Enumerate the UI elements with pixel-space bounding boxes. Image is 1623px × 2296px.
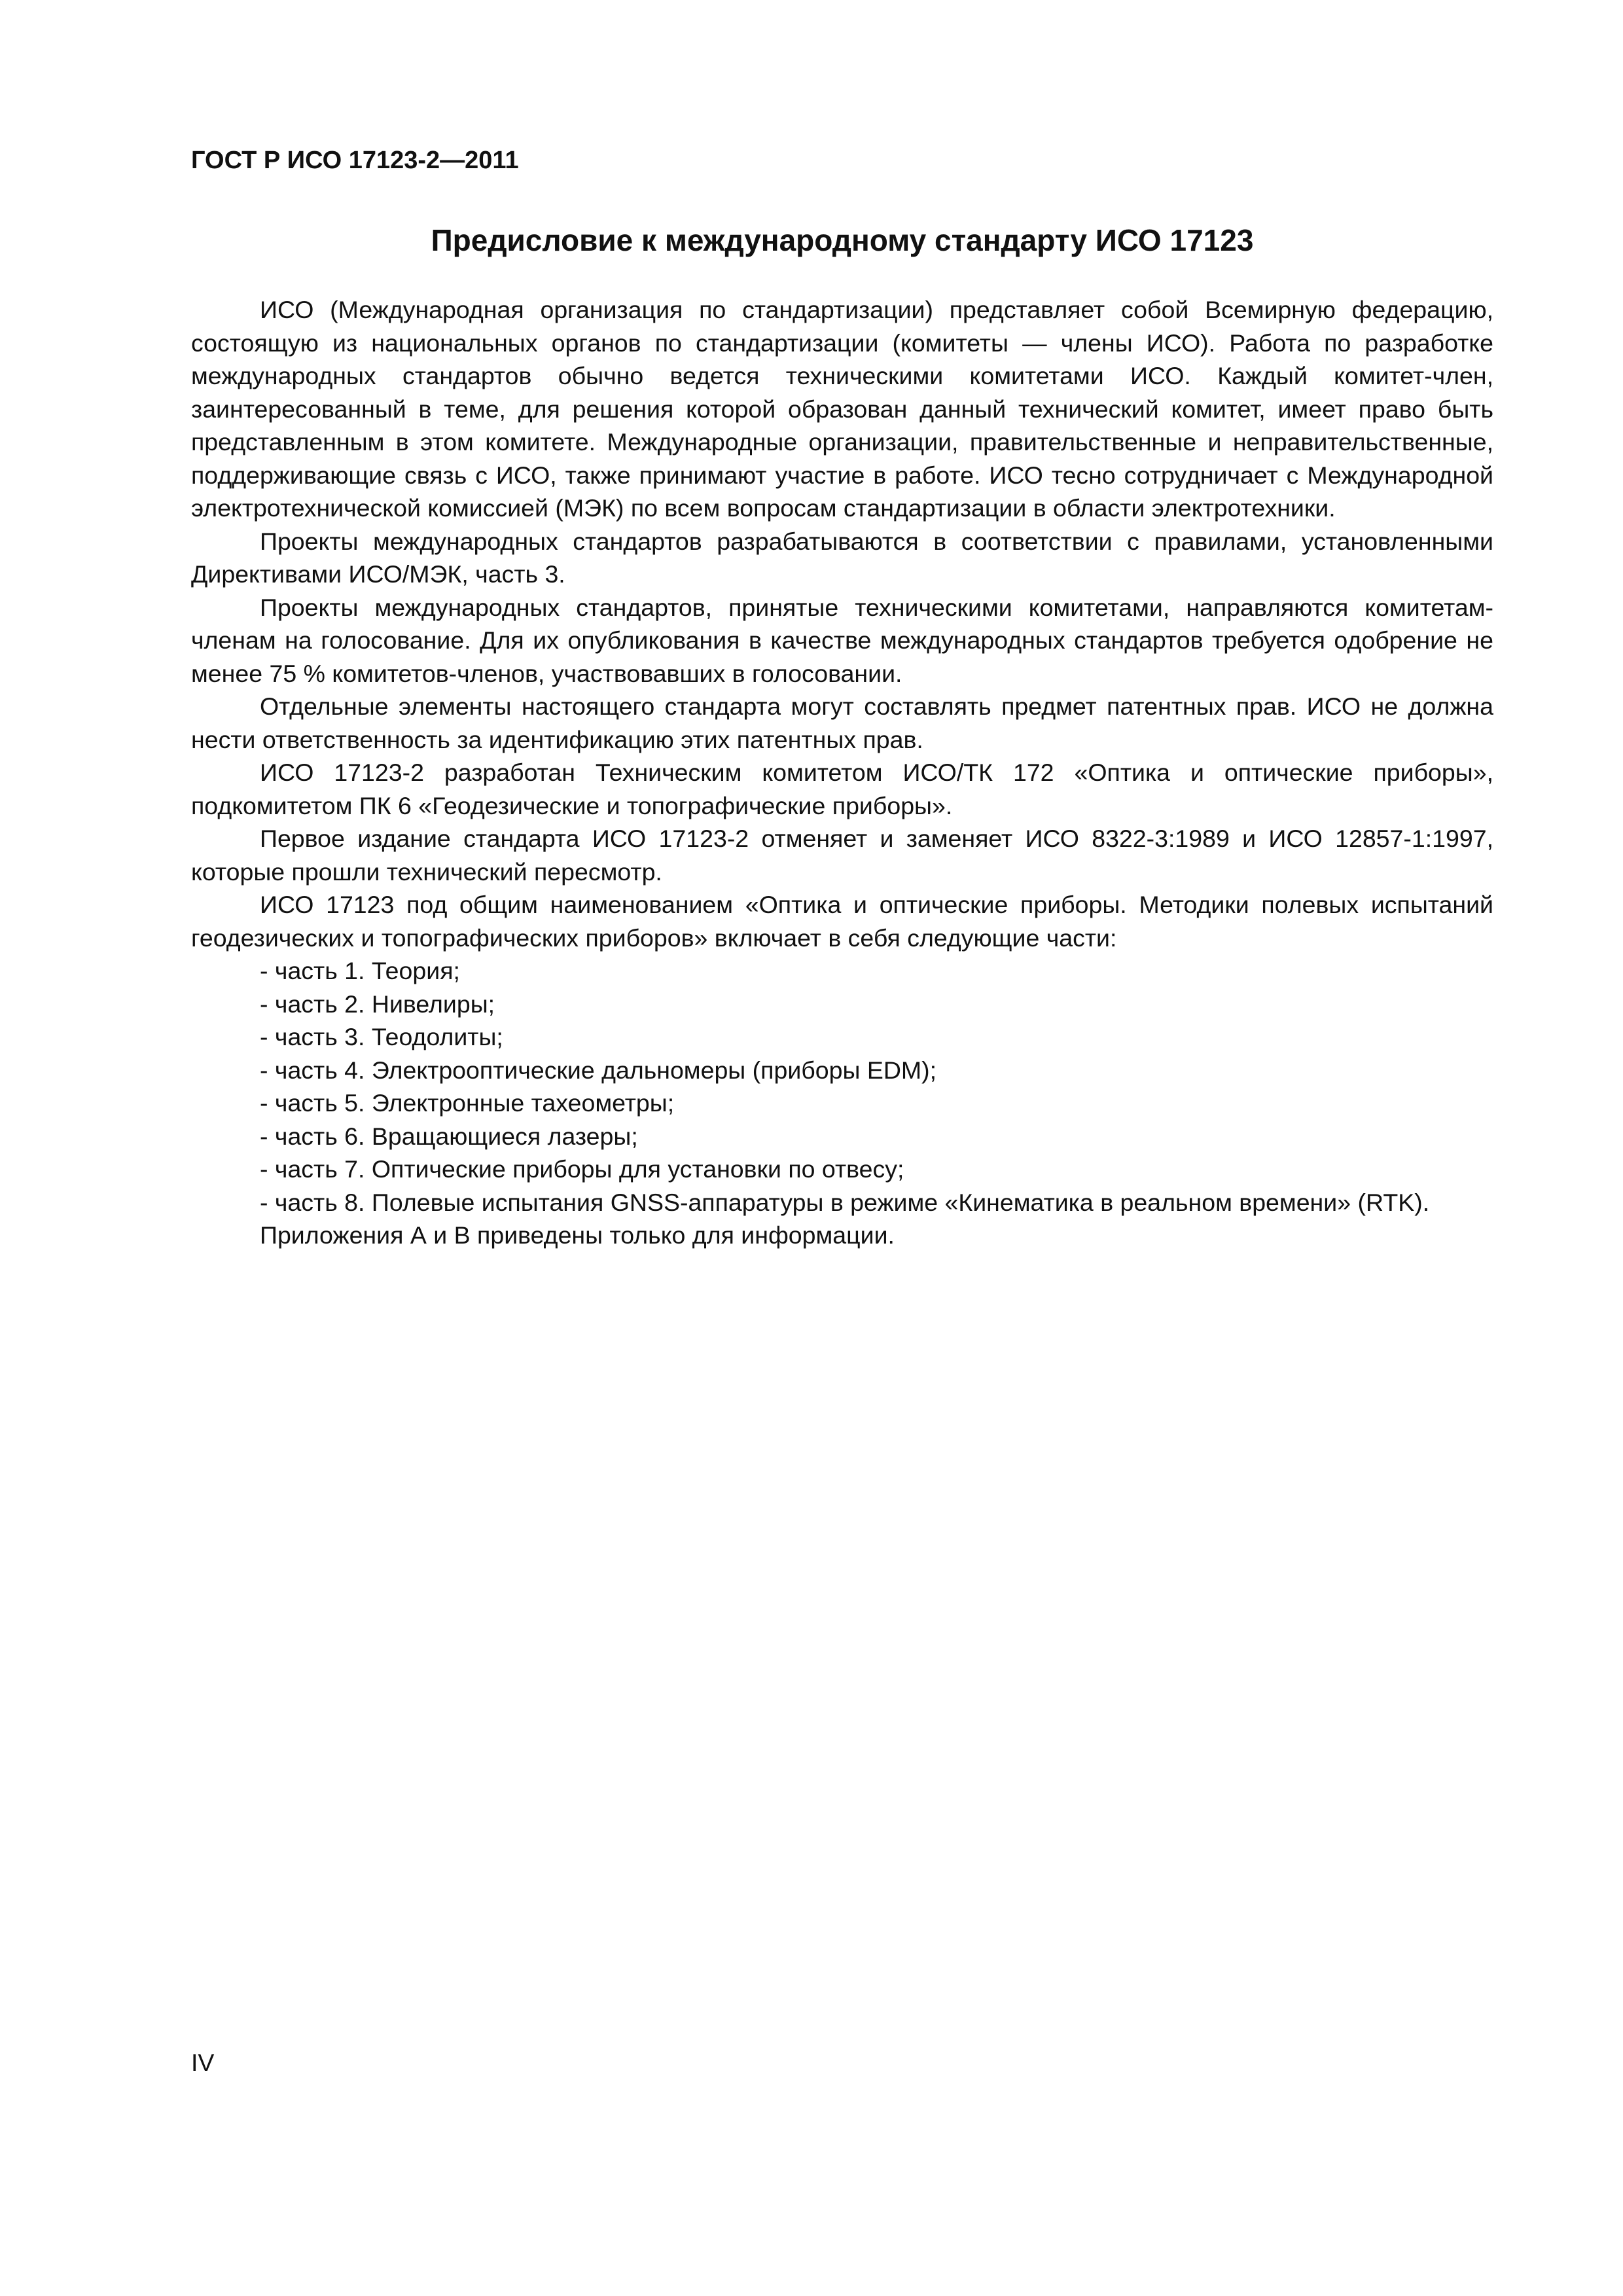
paragraph-voting: Проекты международных стандартов, принятые техническими комитетами, направляются комитетам-членам на голосование. Для их опубликования в качестве международных стандартов требуется одобрение не менее 75 % комитетов-членов, участвовавших в голосовании.	[191, 593, 1493, 687]
paragraph-committee: ИСО 17123-2 разработан Техническим комитетом ИСО/ТК 172 «Оптика и оптические приборы», подкомитетом ПК 6 «Геодезические и топографические приборы».	[191, 759, 1493, 819]
paragraph-patents: Отдельные элементы настоящего стандарта могут составлять предмет патентных прав. ИСО не должна нести ответственность за идентификацию этих патентных прав.	[191, 692, 1493, 753]
paragraph-first-edition: Первое издание стандарта ИСО 17123-2 отменяет и заменяет ИСО 8322-3:1989 и ИСО 12857-1:1997, которые прошли технический пересмотр.	[191, 825, 1493, 886]
list-item: - часть 2. Нивелиры;	[260, 990, 495, 1018]
list-item: - часть 8. Полевые испытания GNSS-аппаратуры в режиме «Кинематика в реальном времени» (RTK).	[260, 1188, 1430, 1216]
paragraph-drafting-rules: Проекты международных стандартов разрабатываются в соответствии с правилами, установленными Директивами ИСО/МЭК, часть 3.	[191, 527, 1493, 588]
paragraph-iso-intro: ИСО (Международная организация по стандартизации) представляет собой Всемирную федерацию, состоящую из национальных органов по стандартизации (комитеты — члены ИСО). Работа по разработке международных стандартов обычно ведется техническими комитетами ИСО. Каждый комитет-член, заинтересованный в теме, для решения которой образован данный технический комитет, имеет право быть представленным в этом комитете. Международные организации, правительственные и неправительственные, поддерживающие связь с ИСО, также принимают участие в работе. ИСО тесно сотрудничает с Международной электротехнической комиссией (МЭК) по всем вопросам стандартизации в области электротехники.	[191, 296, 1493, 522]
paragraph-annexes: Приложения А и В приведены только для информации.	[260, 1221, 895, 1249]
list-item: - часть 4. Электрооптические дальномеры (приборы EDM);	[260, 1056, 937, 1084]
document-code-header: ГОСТ Р ИСО 17123-2—2011	[191, 147, 519, 174]
list-item: - часть 3. Теодолиты;	[260, 1023, 503, 1050]
page-number: IV	[191, 2049, 215, 2076]
paragraph-parts-intro: ИСО 17123 под общим наименованием «Оптика и оптические приборы. Методики полевых испытаний геодезических и топографических приборов» включает в себя следующие части:	[191, 891, 1493, 952]
list-item: - часть 7. Оптические приборы для установки по отвесу;	[260, 1155, 904, 1183]
list-item: - часть 6. Вращающиеся лазеры;	[260, 1122, 638, 1150]
section-title: Предисловие к международному стандарту ИСО 17123	[431, 223, 1254, 257]
list-item: - часть 5. Электронные тахеометры;	[260, 1089, 675, 1117]
body-text	[191, 293, 1493, 1252]
list-item: - часть 1. Теория;	[260, 957, 460, 984]
